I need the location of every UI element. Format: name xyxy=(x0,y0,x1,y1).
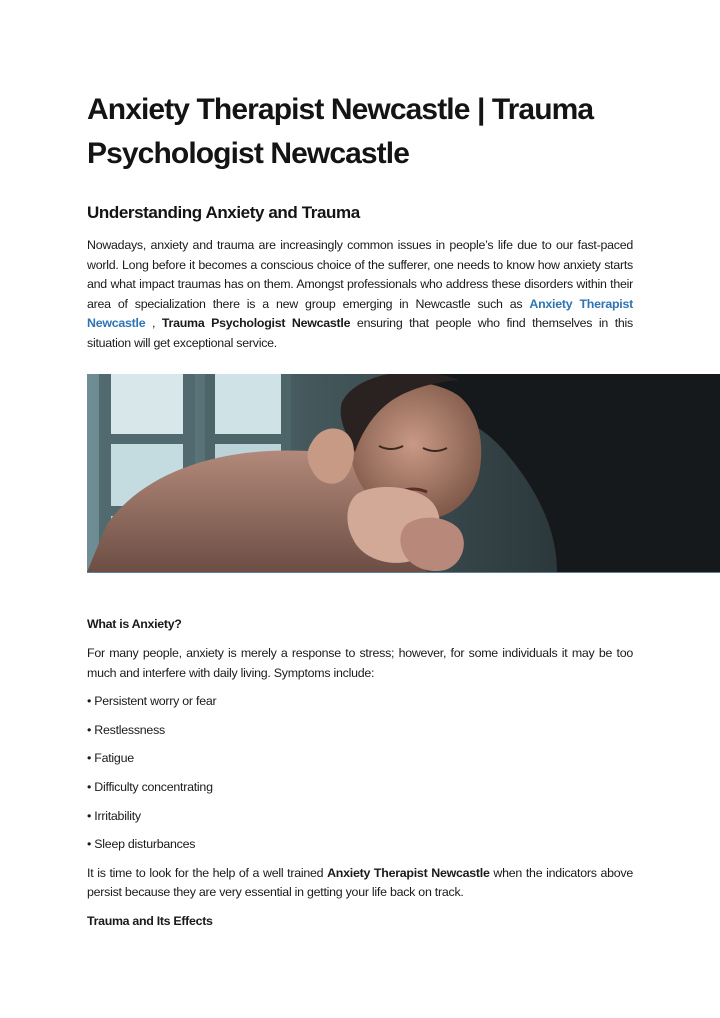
symptom-list xyxy=(87,692,633,855)
closing-tail: when the indicators above persist because they are very essential in getting your life back on track. xyxy=(87,865,634,900)
article-header xyxy=(87,88,633,354)
intro-text: Nowadays, anxiety and trauma are increasingly common issues in people’s life due to our fast-paced world. Long before it becomes a conscious choice of the sufferer, one needs to know how anxiety starts and what impact traumas has on them. Amongst professionals who address these disorders within their area of specialization there is a new group emerging in Newcastle such as xyxy=(87,238,633,311)
section-heading-what-is-anxiety: What is Anxiety? xyxy=(87,617,182,631)
list-item: • Sleep disturbances xyxy=(87,837,196,852)
list-item: • Difficulty concentrating xyxy=(87,779,213,794)
intro-paragraph xyxy=(87,236,633,354)
hero-photo-illustration xyxy=(87,374,720,572)
page-title: Anxiety Therapist Newcastle | Trauma Psychologist Newcastle xyxy=(87,93,594,170)
section-heading-understanding: Understanding Anxiety and Trauma xyxy=(87,203,360,222)
list-item: • Restlessness xyxy=(87,722,165,737)
list-item: • Persistent worry or fear xyxy=(87,694,217,709)
section-heading-trauma: Trauma and Its Effects xyxy=(87,913,213,928)
hero-image xyxy=(87,374,720,573)
list-item: • Irritability xyxy=(87,808,141,823)
closing-lead: It is time to look for the help of a well trained xyxy=(87,865,328,880)
trauma-psychologist-bold: Trauma Psychologist Newcastle xyxy=(161,316,351,331)
closing-paragraph xyxy=(87,864,633,903)
closing-bold-keyword: Anxiety Therapist Newcastle xyxy=(327,865,490,880)
anxiety-therapist-link[interactable]: Anxiety Therapist Newcastle xyxy=(87,296,633,331)
anxiety-section xyxy=(87,616,633,929)
anxiety-paragraph: For many people, anxiety is merely a response to stress; however, for some individuals it may be too much and interfere with daily living. Symptoms include: xyxy=(87,646,633,680)
list-item: • Fatigue xyxy=(87,751,134,766)
intro-tail-text: ensuring that people who find themselves in this situation will get exceptional service. xyxy=(87,316,634,350)
separator-text: , xyxy=(145,316,162,331)
